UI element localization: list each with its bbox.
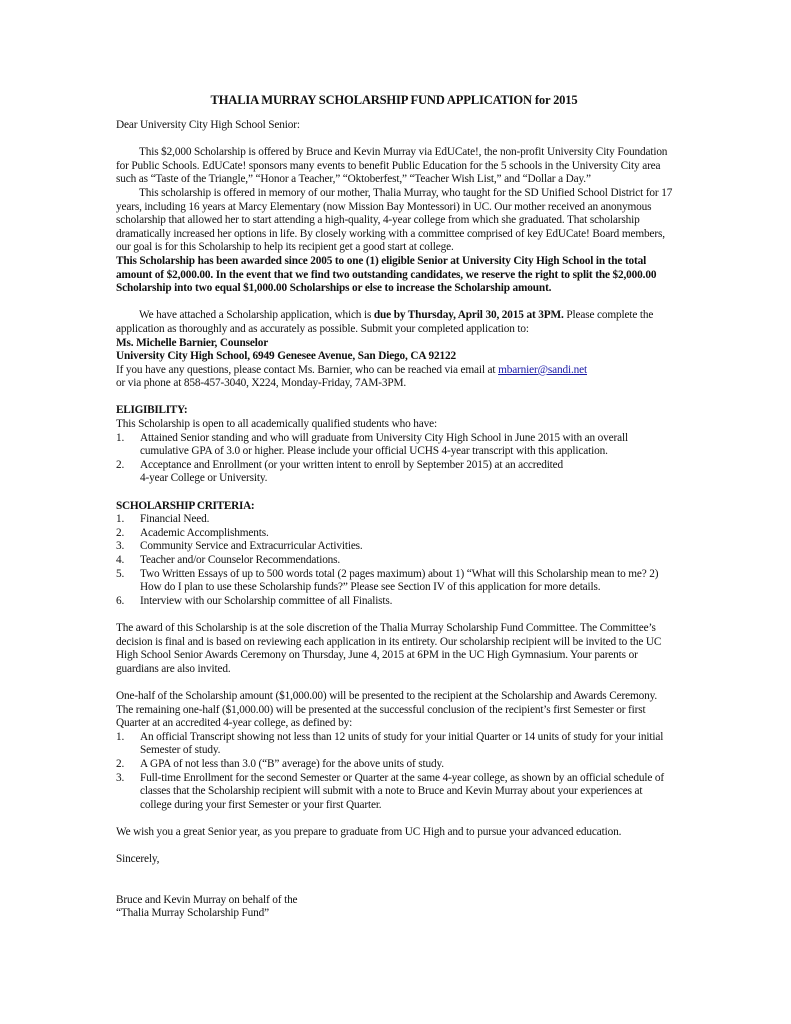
intro-paragraph-2-text: This scholarship is offered in memory of our mother, Thalia Murray, who taught for the SD Unified School District for 17 years, including 16 years at Marcy Elementary (now Mission Bay Montessori) in UC. Our mother received an anonymous scholarship that allowed her to start attending a high-quality, 4-year college from which she graduated. That scholarship dramatically increased her options in life. By closely working with a committee comprised of key EdUCate! Board members, our goal is for this Scholarship to help its recipient get a good start at college. — [116, 186, 673, 254]
list-text: Acceptance and Enrollment (or your written intent to enroll by September 2015) at an accredited — [140, 458, 564, 471]
list-text: Interview with our Scholarship committee of all Finalists. — [140, 594, 393, 607]
list-number: 6. — [116, 594, 125, 607]
list-text: Community Service and Extracurricular Activities. — [140, 540, 363, 553]
intro-award-statement: This Scholarship has been awarded since 2005 to one (1) eligible Senior at University City High School in the total amount of $2,000.00. In the event that we find two outstanding candidates, we reserve the right to split the $2,000.00 Scholarship into two equal $1,000.00 Scholarships or else to increase the Scholarship amount. — [116, 254, 657, 295]
closing-wish: We wish you a great Senior year, as you prepare to graduate from UC High and to pursue your advanced education. — [116, 825, 622, 838]
list-number: 2. — [116, 526, 125, 539]
list-text: Two Written Essays of up to 500 words total (2 pages maximum) about 1) “What will this Scholarship mean to me? 2) How do I plan to use these Scholarship funds?” Please see Section IV of this application for more details. — [140, 567, 659, 594]
spacer — [116, 296, 676, 310]
submission-lead: We have attached a Scholarship application, which is — [139, 309, 374, 322]
fund-name: “Thalia Murray Scholarship Fund” — [116, 907, 270, 920]
eligibility-intro: This Scholarship is open to all academically qualified students who have: — [116, 418, 437, 431]
signer-line: Bruce and Kevin Murray on behalf of the — [116, 893, 298, 906]
list-number: 1. — [116, 730, 125, 743]
spacer — [116, 391, 676, 405]
list-item — [116, 459, 676, 486]
list-number: 1. — [116, 513, 125, 526]
list-item — [116, 731, 676, 758]
scholarship-letter — [116, 94, 676, 921]
list-item — [116, 432, 676, 459]
eligibility-heading: ELIGIBILITY: — [116, 404, 188, 417]
questions-line — [116, 364, 676, 378]
contact-name: Ms. Michelle Barnier, Counselor — [116, 336, 269, 349]
list-number: 1. — [116, 431, 125, 444]
list-number: 5. — [116, 567, 125, 580]
list-number: 4. — [116, 554, 125, 566]
award-paragraph-1: The award of this Scholarship is at the sole discretion of the Thalia Murray Scholarship Fund Committee. The Committee’s decision is final and is based on reviewing each application in its entirety. Our scholarship recipient will be invited to the UC High School Senior Awards Ceremony on Thursday, June 4, 2015 at 6PM in the UC High Gymnasium. Your parents or guardians are also invited. — [116, 621, 662, 675]
spacer — [116, 812, 676, 826]
list-item — [116, 554, 676, 568]
list-number: 2. — [116, 458, 125, 471]
salutation: Dear University City High School Senior: — [116, 119, 300, 131]
award-paragraph-2: One-half of the Scholarship amount ($1,000.00) will be presented to the recipient at the Scholarship and Awards Ceremony. The remaining one-half ($1,000.00) will be presented at the successful conclusion of the recipient’s first Semester or first Quarter at an accredited 4-year college, as defined by: — [116, 689, 658, 730]
list-item — [116, 527, 676, 541]
valediction: Sincerely, — [116, 853, 160, 866]
eligibility-list — [116, 432, 676, 486]
list-item — [116, 595, 676, 609]
list-text: An official Transcript showing not less than 12 units of study for your initial Quarter or 14 units of study for your initial Semester of study. — [140, 730, 664, 757]
contact-address: University City High School, 6949 Genesee Avenue, San Diego, CA 92122 — [116, 350, 456, 363]
list-text: A GPA of not less than 3.0 (“B” average) for the above units of study. — [140, 757, 444, 770]
phone-line: or via phone at 858-457-3040, X224, Monday-Friday, 7AM-3PM. — [116, 377, 407, 390]
list-number: 2. — [116, 757, 125, 770]
list-text: Attained Senior standing and who will graduate from University City High School in June 2015 with an overall cumulative GPA of 3.0 or higher. Please include your official UCHS 4-year transcript with this application. — [140, 431, 629, 458]
spacer — [116, 839, 676, 853]
criteria-heading: SCHOLARSHIP CRITERIA: — [116, 499, 255, 512]
email-link[interactable]: mbarnier@sandi.net — [498, 363, 588, 376]
list-item — [116, 540, 676, 554]
list-number: 3. — [116, 771, 125, 784]
spacer — [116, 486, 676, 500]
list-item — [116, 568, 676, 595]
signature-space — [116, 867, 676, 894]
spacer — [116, 608, 676, 622]
list-number: 3. — [116, 540, 125, 553]
submission-paragraph — [116, 309, 676, 336]
due-date: due by Thursday, April 30, 2015 at 3PM. — [373, 309, 564, 322]
list-item — [116, 758, 676, 772]
list-text-continued: 4-year College or University. — [140, 472, 268, 485]
list-text: Academic Accomplishments. — [140, 526, 269, 539]
list-item — [116, 513, 676, 527]
criteria-list — [116, 513, 676, 608]
list-item — [116, 772, 676, 813]
list-text: Teacher and/or Counselor Recommendations. — [140, 554, 341, 566]
intro-paragraph-2 — [116, 187, 676, 255]
document-title: THALIA MURRAY SCHOLARSHIP FUND APPLICATION for 2015 — [210, 93, 578, 107]
list-text: Financial Need. — [140, 513, 210, 526]
questions-lead: If you have any questions, please contact Ms. Barnier, who can be reached via email at — [116, 363, 499, 376]
spacer — [116, 676, 676, 690]
submission-rest: Please complete the application as thoroughly and as accurately as possible. Submit your completed application to: — [116, 309, 654, 335]
spacer — [116, 133, 676, 147]
intro-paragraph-1: This $2,000 Scholarship is offered by Bruce and Kevin Murray via EdUCate!, the non-profit University City Foundation for Public Schools. EdUCate! sponsors many events to benefit Public Education for the 5 schools in the University City area such as “Taste of the Triangle,” “Honor a Teacher,” “Oktoberfest,” “Teacher Wish List,” and “Dollar a Day.” — [116, 146, 668, 186]
award-conditions-list — [116, 731, 676, 813]
list-text: Full-time Enrollment for the second Semester or Quarter at the same 4-year college, as shown by an official schedule of classes that the Scholarship recipient will submit with a note to Bruce and Kevin Murray about your experiences at college during your first Semester or your first Quarter. — [140, 771, 665, 811]
